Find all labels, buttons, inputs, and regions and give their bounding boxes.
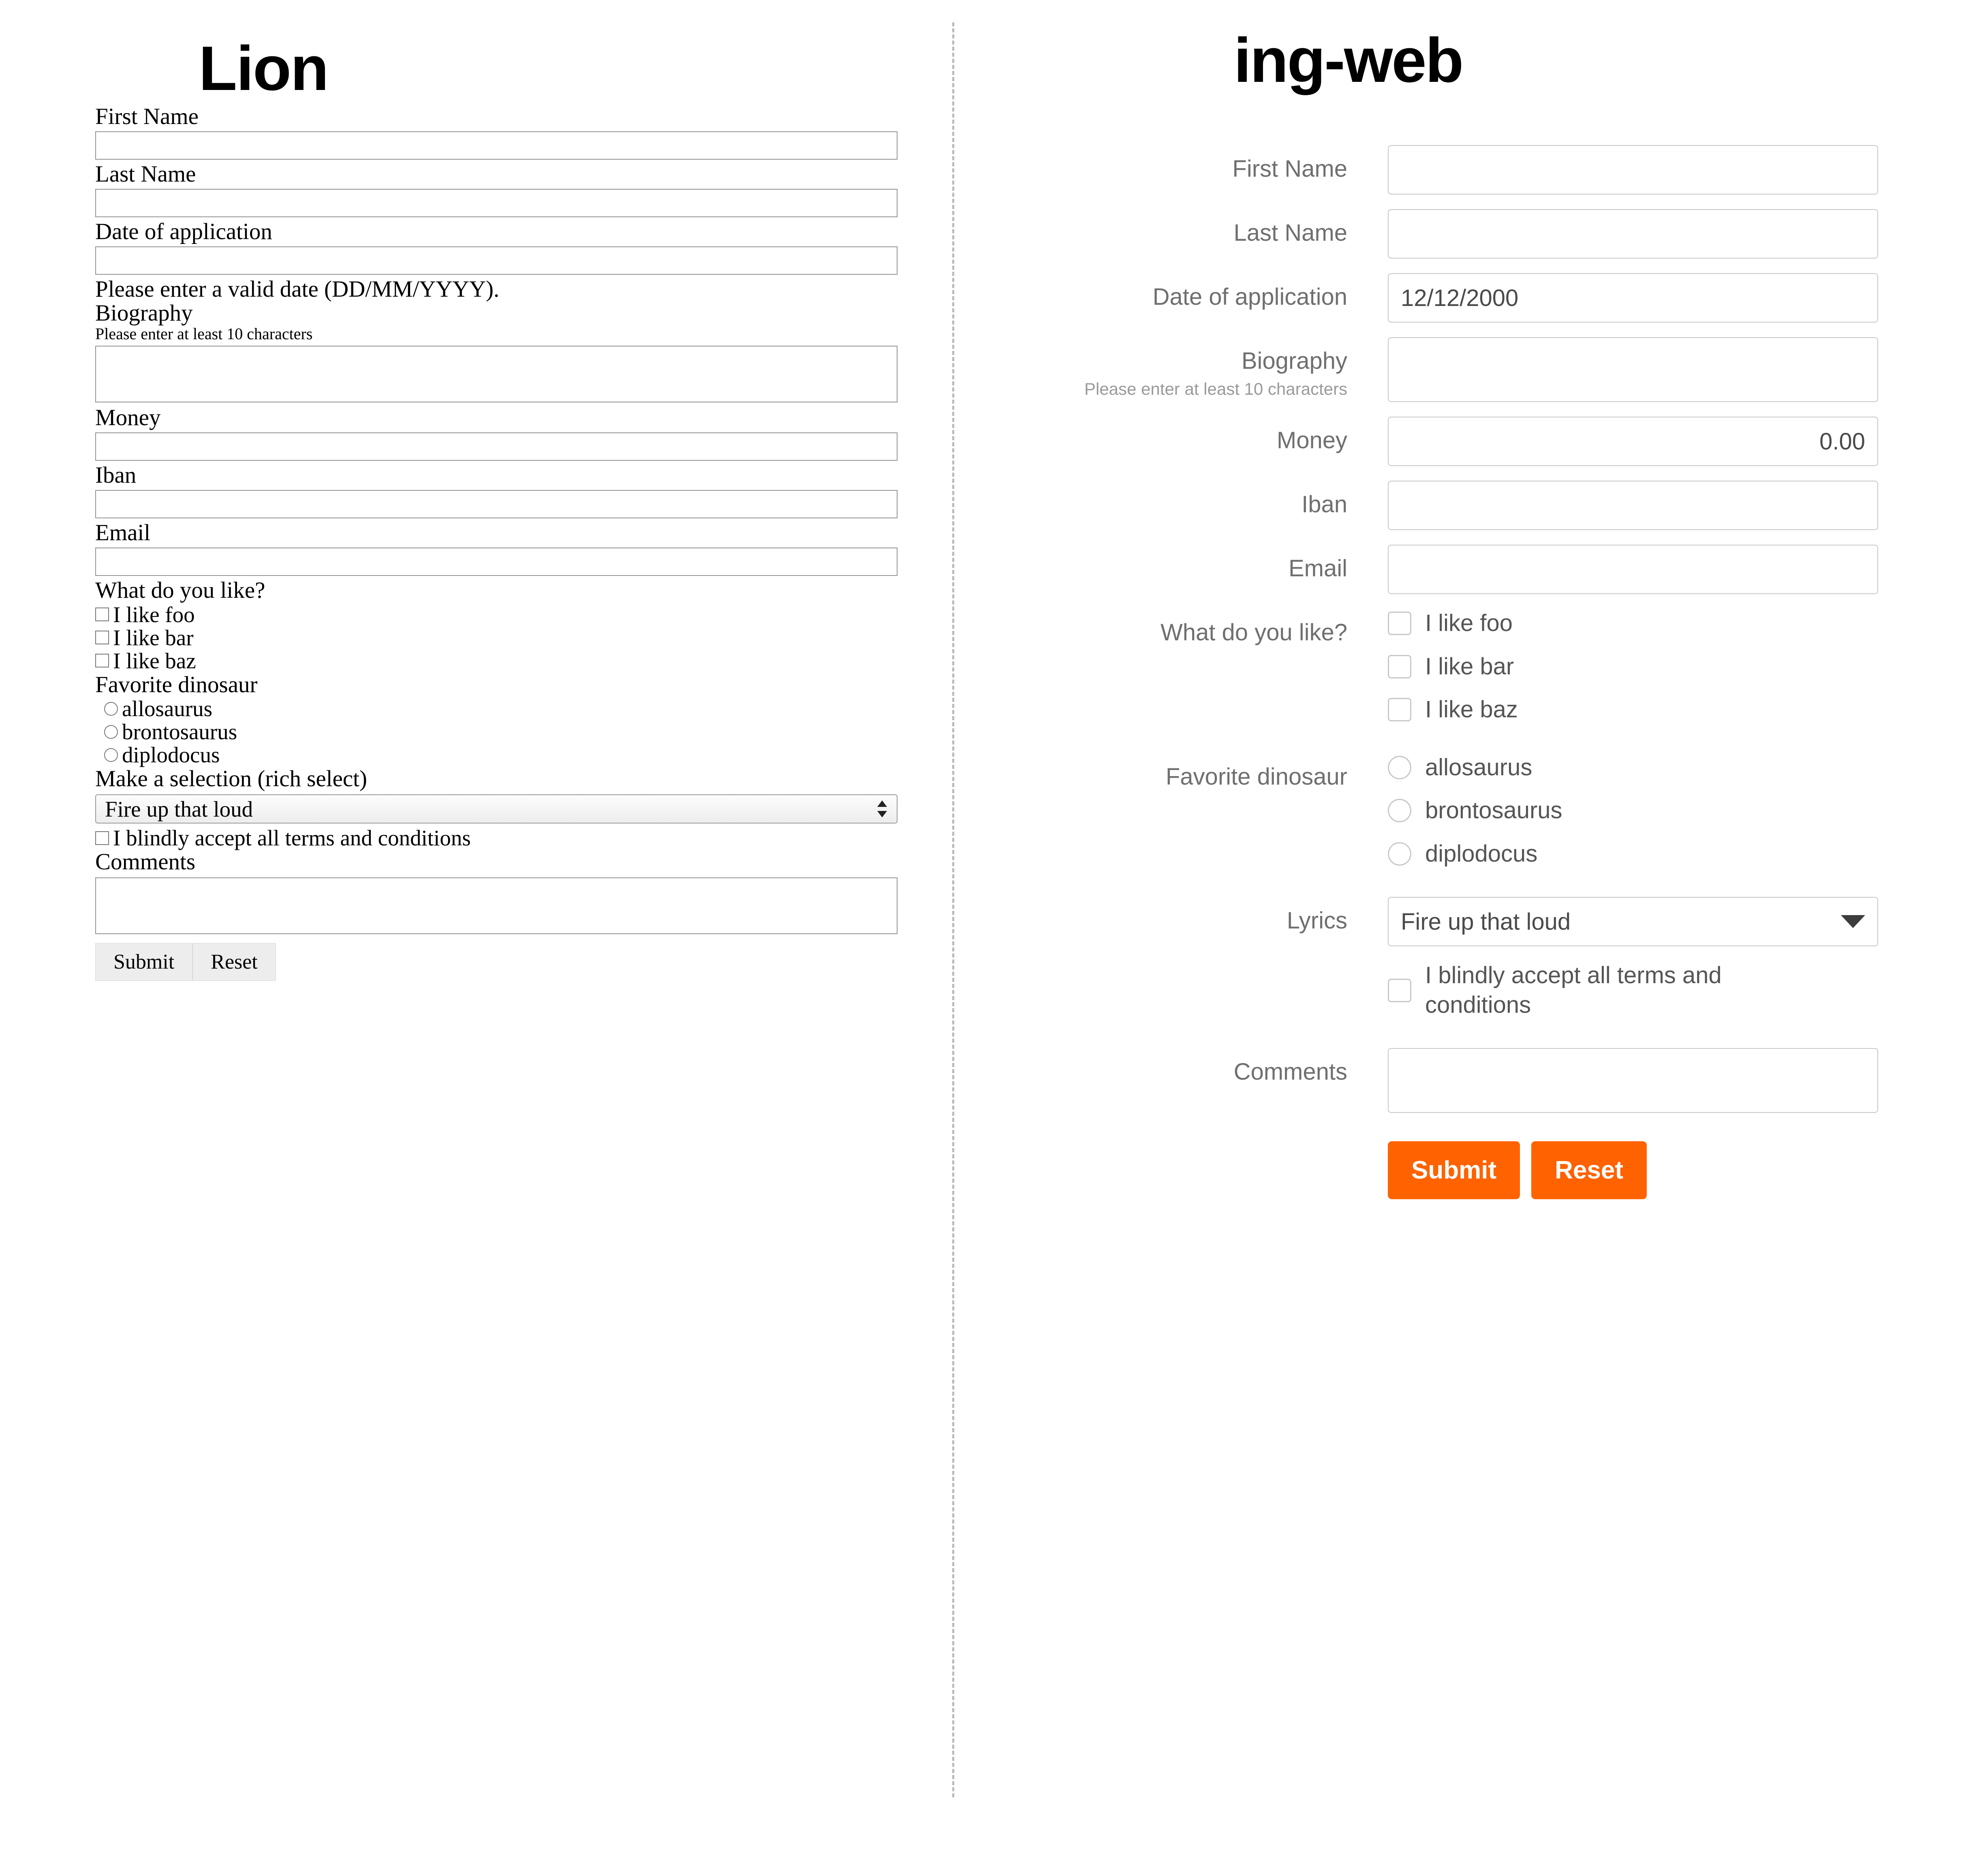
row-iban <box>954 481 1977 530</box>
favorite-dinosaur-label: Favorite dinosaur <box>95 672 258 697</box>
date-of-application-label: Date of application <box>1152 284 1347 310</box>
comments-textarea[interactable] <box>1388 1048 1878 1113</box>
email-label-col <box>954 545 1388 582</box>
row-what-do-you-like <box>954 609 1977 738</box>
radio-label-brontosaurus: brontosaurus <box>1425 797 1562 824</box>
favorite-dinosaur-label: Favorite dinosaur <box>1165 763 1347 790</box>
iban-input[interactable] <box>95 490 898 518</box>
checkbox-icon[interactable] <box>1388 655 1411 678</box>
terms-label-col <box>954 961 1388 971</box>
radio-option-brontosaurus[interactable] <box>1388 796 1886 826</box>
date-field-col <box>1388 273 1886 323</box>
lyrics-label-col <box>954 897 1388 935</box>
submit-button[interactable]: Submit <box>95 943 192 981</box>
terms-label: I blindly accept all terms and conditions <box>1425 962 1722 1018</box>
ingweb-form <box>954 145 1977 1199</box>
email-input[interactable] <box>95 548 898 576</box>
checkbox-icon[interactable] <box>95 631 109 644</box>
date-of-application-input[interactable] <box>95 246 898 275</box>
email-label: Email <box>1288 555 1347 582</box>
comments-label-col <box>954 1048 1388 1086</box>
radio-label-diplodocus: diplodocus <box>122 742 220 768</box>
checkbox-label-foo: I like foo <box>1425 610 1513 636</box>
radio-label-brontosaurus: brontosaurus <box>122 719 237 744</box>
last-name-label-col <box>954 209 1388 247</box>
biography-hint: Please enter at least 10 characters <box>1084 379 1347 398</box>
checkbox-icon[interactable] <box>95 654 109 667</box>
radio-option-allosaurus[interactable] <box>1388 753 1886 783</box>
last-name-field-col <box>1388 209 1886 259</box>
row-last-name <box>954 209 1977 259</box>
row-date-of-application <box>954 273 1977 323</box>
radio-option-allosaurus[interactable] <box>95 697 902 720</box>
reset-button[interactable]: Reset <box>1531 1141 1647 1199</box>
iban-input[interactable] <box>1388 481 1878 530</box>
date-of-application-label: Date of application <box>95 218 272 244</box>
checkbox-icon[interactable] <box>1388 979 1411 1002</box>
radio-icon[interactable] <box>104 725 118 739</box>
first-name-label: First Name <box>95 104 199 129</box>
dinosaur-label-col <box>954 753 1388 791</box>
row-email <box>954 545 1977 594</box>
checkbox-option-bar[interactable] <box>95 627 902 649</box>
ingweb-form-buttons <box>1388 1141 1977 1199</box>
biography-textarea[interactable] <box>95 346 898 402</box>
iban-label: Iban <box>1302 491 1347 518</box>
radio-icon[interactable] <box>1388 799 1411 822</box>
lyrics-label: Lyrics <box>1287 907 1347 934</box>
first-name-input[interactable] <box>95 131 898 160</box>
checkbox-option-baz[interactable] <box>1388 695 1886 725</box>
lyrics-field-col <box>1388 897 1886 946</box>
first-name-input[interactable] <box>1388 145 1878 195</box>
radio-icon[interactable] <box>104 702 118 716</box>
biography-label: Biography <box>95 300 193 326</box>
first-name-label: First Name <box>1232 156 1347 182</box>
checkbox-icon[interactable] <box>95 831 109 845</box>
rich-select[interactable] <box>95 794 898 824</box>
terms-checkbox-row[interactable] <box>1388 961 1886 1020</box>
checkbox-option-bar[interactable] <box>1388 652 1886 682</box>
checkbox-label-baz: I like baz <box>113 648 196 673</box>
submit-button[interactable]: Submit <box>1388 1141 1520 1199</box>
comments-label: Comments <box>1233 1059 1347 1085</box>
money-input[interactable] <box>95 432 898 461</box>
last-name-label: Last Name <box>1233 220 1347 246</box>
iban-label-col <box>954 481 1388 518</box>
checkbox-label-bar: I like bar <box>1425 653 1514 680</box>
row-first-name <box>954 145 1977 195</box>
row-money <box>954 417 1977 466</box>
row-terms <box>954 961 1977 1033</box>
chevron-updown-icon <box>876 799 888 819</box>
what-do-you-like-label: What do you like? <box>1160 619 1347 646</box>
row-favorite-dinosaur <box>954 753 1977 883</box>
biography-label: Biography <box>1241 348 1347 374</box>
right-pane-title: ing-web <box>1233 25 1463 95</box>
comments-textarea[interactable] <box>95 877 898 934</box>
biography-field-col <box>1388 337 1886 402</box>
money-label-col <box>954 417 1388 454</box>
rich-select-label: Make a selection (rich select) <box>95 766 368 792</box>
biography-label-col <box>954 337 1388 399</box>
lyrics-select[interactable] <box>1388 897 1878 946</box>
last-name-input[interactable] <box>95 189 898 217</box>
comments-field-col <box>1388 1048 1886 1113</box>
checkbox-label-baz: I like baz <box>1425 696 1518 723</box>
checkbox-option-baz[interactable] <box>95 650 902 672</box>
email-label: Email <box>95 520 151 545</box>
checkbox-option-foo[interactable] <box>95 603 902 626</box>
money-input[interactable]: 0.00 <box>1388 417 1878 466</box>
radio-label-diplodocus: diplodocus <box>1425 840 1538 867</box>
biography-textarea[interactable] <box>1388 337 1878 402</box>
lyrics-select-value: Fire up that loud <box>1401 908 1571 935</box>
first-name-label-col <box>954 145 1388 183</box>
email-input[interactable] <box>1388 545 1878 594</box>
terms-label: I blindly accept all terms and conditions <box>113 826 471 851</box>
row-lyrics-select <box>954 897 1977 946</box>
iban-field-col <box>1388 481 1886 530</box>
radio-icon[interactable] <box>1388 756 1411 779</box>
dinosaur-field-col <box>1388 753 1886 883</box>
last-name-label: Last Name <box>95 161 196 187</box>
radio-icon[interactable] <box>1388 842 1411 866</box>
radio-option-diplodocus[interactable] <box>95 744 902 766</box>
checkbox-label-foo: I like foo <box>113 602 195 627</box>
native-form <box>95 105 902 981</box>
radio-label-allosaurus: allosaurus <box>1425 754 1532 781</box>
radio-label-allosaurus: allosaurus <box>122 696 213 721</box>
radio-option-brontosaurus[interactable] <box>95 721 902 743</box>
row-comments <box>954 1048 1977 1113</box>
money-label: Money <box>95 405 161 431</box>
what-do-you-like-label: What do you like? <box>95 577 265 603</box>
date-validation-hint: Please enter a valid date (DD/MM/YYYY). <box>95 276 500 302</box>
checkbox-icon[interactable] <box>1388 698 1411 721</box>
checkbox-option-foo[interactable] <box>1388 609 1886 638</box>
radio-option-diplodocus[interactable] <box>1388 839 1886 869</box>
terms-field-col <box>1388 961 1886 1033</box>
money-field-col <box>1388 417 1886 466</box>
checkbox-icon[interactable] <box>1388 612 1411 635</box>
date-of-application-input[interactable]: 12/12/2000 <box>1388 273 1878 323</box>
checkbox-icon[interactable] <box>95 608 109 621</box>
chevron-down-icon <box>1841 915 1865 928</box>
left-pane-title: Lion <box>199 33 328 103</box>
terms-checkbox-row[interactable] <box>95 827 902 849</box>
right-pane-ingweb-form <box>954 0 1977 1876</box>
native-form-buttons <box>95 943 902 981</box>
money-label: Money <box>1276 427 1347 453</box>
likes-field-col <box>1388 609 1886 738</box>
reset-button[interactable]: Reset <box>192 943 276 981</box>
comments-label: Comments <box>95 849 196 875</box>
rich-select-value: Fire up that loud <box>105 796 253 821</box>
biography-hint: Please enter at least 10 characters <box>95 325 313 343</box>
select-updown-icon <box>876 799 888 819</box>
likes-label-col <box>954 609 1388 646</box>
left-pane-native-form <box>0 0 952 1876</box>
first-name-field-col <box>1388 145 1886 195</box>
radio-icon[interactable] <box>104 748 118 762</box>
last-name-input[interactable] <box>1388 209 1878 259</box>
row-biography <box>954 337 1977 402</box>
email-field-col <box>1388 545 1886 594</box>
checkbox-label-bar: I like bar <box>113 625 194 650</box>
date-label-col <box>954 273 1388 311</box>
iban-label: Iban <box>95 462 137 488</box>
